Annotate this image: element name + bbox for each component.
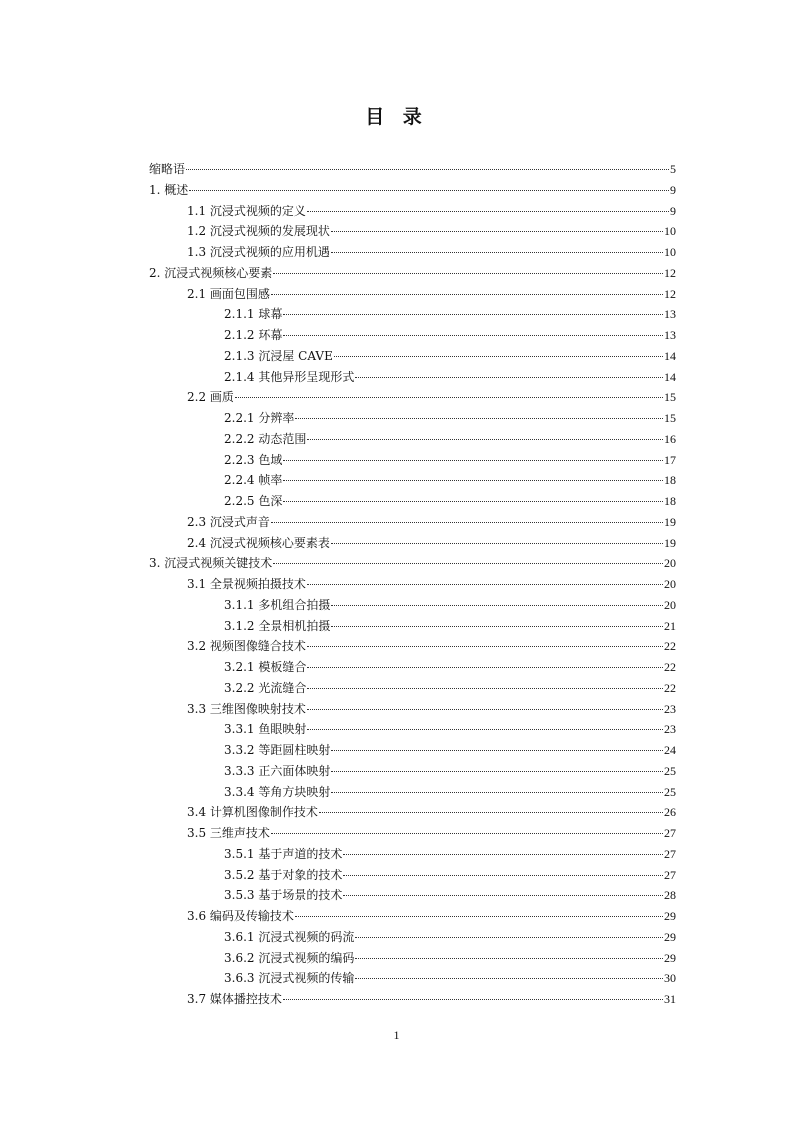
toc-entry-label: 3. 沉浸式视频关键技术	[149, 556, 273, 571]
toc-entry[interactable]	[149, 512, 676, 533]
toc-entry[interactable]	[149, 823, 676, 844]
toc-dot-leader	[355, 978, 663, 979]
toc-entry-label: 2.4 沉浸式视频核心要素表	[187, 535, 330, 550]
toc-entry-page: 20	[664, 577, 676, 591]
page-number: 1	[393, 1028, 400, 1042]
toc-entry-label: 3.4 计算机图像制作技术	[187, 805, 318, 820]
toc-entry-page: 30	[664, 971, 676, 986]
toc-dot-leader	[283, 480, 663, 481]
toc-dot-leader	[271, 833, 663, 834]
toc-entry-label: 1.1 沉浸式视频的定义	[187, 203, 306, 218]
toc-entry[interactable]	[149, 408, 676, 429]
toc-entry[interactable]	[149, 616, 676, 637]
toc-entry-label: 3.3.2 等距圆柱映射	[224, 743, 331, 757]
toc-entry[interactable]	[149, 782, 676, 803]
toc-entry-page: 9	[670, 182, 676, 197]
toc-entry-label: 2. 沉浸式视频核心要素	[149, 265, 273, 280]
toc-dot-leader	[273, 273, 663, 274]
toc-dot-leader	[331, 252, 663, 253]
toc-dot-leader	[307, 439, 663, 440]
toc-entry-label: 1.2 沉浸式视频的发展现状	[187, 224, 330, 239]
toc-dot-leader	[331, 750, 663, 751]
toc-dot-leader	[331, 771, 663, 772]
toc-entry[interactable]	[149, 159, 676, 180]
toc-entry-label: 3.1.2 全景相机拍摄	[224, 618, 331, 633]
toc-entry[interactable]	[149, 346, 676, 367]
toc-entry-label: 3.6.2 沉浸式视频的编码	[224, 950, 355, 965]
toc-entry[interactable]	[149, 221, 676, 242]
toc-dot-leader	[271, 522, 663, 523]
toc-entry-page: 9	[670, 203, 676, 218]
toc-entry-page: 20	[664, 597, 676, 612]
toc-entry[interactable]	[149, 553, 676, 574]
toc-entry-page: 31	[664, 992, 676, 1006]
toc-entry[interactable]	[149, 325, 676, 346]
toc-entry[interactable]	[149, 450, 676, 471]
toc-entry-label: 3.7 媒体播控技术	[187, 992, 282, 1006]
toc-entry[interactable]	[149, 719, 676, 740]
toc-entry-page: 27	[664, 826, 676, 840]
toc-entry-page: 17	[664, 452, 676, 467]
toc-entry-label: 2.1.3 沉浸屋 CAVE	[224, 348, 333, 363]
toc-entry-label: 3.5 三维声技术	[187, 826, 270, 840]
toc-entry-label: 2.2.3 色域	[224, 452, 283, 467]
toc-entry-label: 3.3 三维图像映射技术	[187, 701, 306, 716]
toc-entry[interactable]	[149, 242, 676, 263]
toc-dot-leader	[307, 667, 663, 668]
toc-entry[interactable]	[149, 263, 676, 284]
toc-dot-leader	[307, 584, 663, 585]
toc-dot-leader	[307, 211, 669, 212]
toc-entry-page: 21	[664, 618, 676, 633]
toc-entry[interactable]	[149, 284, 676, 305]
toc-dot-leader	[355, 958, 663, 959]
toc-entry[interactable]	[149, 699, 676, 720]
toc-entry-page: 29	[664, 950, 676, 965]
toc-entry[interactable]	[149, 802, 676, 823]
toc-entry-page: 29	[664, 909, 676, 923]
table-of-contents	[149, 159, 676, 1010]
toc-entry[interactable]	[149, 657, 676, 678]
toc-dot-leader	[189, 190, 669, 191]
page-title: 目 录	[365, 106, 428, 128]
toc-entry[interactable]	[149, 201, 676, 222]
toc-dot-leader	[307, 646, 663, 647]
toc-entry[interactable]	[149, 740, 676, 761]
toc-entry-page: 14	[664, 348, 676, 363]
toc-entry-label: 3.3.1 鱼眼映射	[224, 722, 307, 737]
toc-dot-leader	[355, 937, 663, 938]
toc-entry-page: 14	[664, 369, 676, 384]
toc-entry-page: 23	[664, 722, 676, 737]
toc-entry[interactable]	[149, 180, 676, 201]
toc-entry-page: 20	[664, 556, 676, 571]
toc-entry-page: 10	[664, 245, 676, 259]
toc-dot-leader	[295, 916, 663, 917]
toc-entry-page: 28	[664, 888, 676, 903]
toc-entry[interactable]	[149, 678, 676, 699]
toc-dot-leader	[331, 605, 663, 606]
toc-entry[interactable]	[149, 948, 676, 969]
toc-entry-page: 22	[664, 680, 676, 695]
toc-dot-leader	[283, 999, 663, 1000]
toc-entry-page: 12	[664, 286, 676, 301]
toc-entry-label: 3.6 编码及传输技术	[187, 909, 294, 923]
toc-dot-leader	[307, 729, 663, 730]
toc-entry[interactable]	[149, 367, 676, 388]
toc-entry-page: 16	[664, 431, 676, 446]
toc-dot-leader	[343, 895, 663, 896]
toc-entry[interactable]	[149, 304, 676, 325]
toc-entry-page: 24	[664, 743, 676, 757]
toc-entry-label: 2.2.1 分辨率	[224, 411, 295, 425]
toc-entry-label: 3.1.1 多机组合拍摄	[224, 597, 331, 612]
toc-entry-page: 22	[664, 660, 676, 674]
toc-entry[interactable]	[149, 906, 676, 927]
toc-dot-leader	[355, 377, 663, 378]
toc-entry-page: 19	[664, 514, 676, 529]
toc-entry-label: 3.2.1 模板缝合	[224, 660, 307, 674]
toc-entry-label: 3.6.1 沉浸式视频的码流	[224, 929, 355, 944]
toc-dot-leader	[235, 397, 663, 398]
toc-entry[interactable]	[149, 595, 676, 616]
toc-entry-label: 3.5.2 基于对象的技术	[224, 867, 343, 882]
toc-entry-page: 18	[664, 473, 676, 488]
toc-entry-label: 3.6.3 沉浸式视频的传输	[224, 971, 355, 986]
toc-entry[interactable]	[149, 865, 676, 886]
toc-entry-label: 3.1 全景视频拍摄技术	[187, 577, 306, 591]
toc-entry[interactable]	[149, 533, 676, 554]
toc-dot-leader	[319, 812, 663, 813]
toc-entry-page: 12	[664, 265, 676, 280]
toc-entry-label: 2.2 画质	[187, 390, 234, 405]
toc-entry-page: 26	[664, 805, 676, 820]
toc-entry[interactable]	[149, 761, 676, 782]
toc-dot-leader	[331, 626, 663, 627]
toc-entry[interactable]	[149, 636, 676, 657]
toc-dot-leader	[343, 854, 663, 855]
toc-entry[interactable]	[149, 574, 676, 595]
toc-entry-label: 3.3.3 正六面体映射	[224, 763, 331, 778]
toc-entry-page: 25	[664, 784, 676, 799]
toc-entry-page: 27	[664, 846, 676, 861]
toc-entry[interactable]	[149, 387, 676, 408]
toc-entry-label: 2.1.1 球幕	[224, 307, 283, 322]
toc-entry-label: 3.2 视频图像缝合技术	[187, 639, 306, 654]
toc-dot-leader	[283, 314, 663, 315]
toc-entry-label: 2.2.5 色深	[224, 494, 283, 508]
toc-entry[interactable]	[149, 885, 676, 906]
toc-dot-leader	[343, 875, 663, 876]
toc-entry-page: 22	[664, 639, 676, 654]
toc-entry-label: 2.2.2 动态范围	[224, 431, 307, 446]
toc-dot-leader	[283, 460, 663, 461]
toc-dot-leader	[283, 501, 663, 502]
toc-entry-label: 3.5.3 基于场景的技术	[224, 888, 343, 903]
toc-dot-leader	[283, 335, 663, 336]
toc-entry[interactable]	[149, 989, 676, 1010]
toc-entry[interactable]	[149, 968, 676, 989]
toc-entry-page: 10	[664, 224, 676, 239]
toc-entry-page: 27	[664, 867, 676, 882]
toc-entry-page: 18	[664, 494, 676, 508]
toc-entry-label: 1.3 沉浸式视频的应用机遇	[187, 245, 330, 259]
toc-entry-label: 1. 概述	[149, 182, 189, 197]
toc-entry-label: 2.3 沉浸式声音	[187, 514, 270, 529]
toc-dot-leader	[273, 563, 663, 564]
toc-dot-leader	[271, 294, 663, 295]
toc-entry-page: 13	[664, 328, 676, 342]
toc-entry-label: 缩略语	[149, 162, 186, 176]
toc-entry-page: 5	[670, 162, 676, 176]
toc-entry[interactable]	[149, 470, 676, 491]
toc-entry-page: 25	[664, 763, 676, 778]
toc-entry-page: 15	[664, 411, 676, 425]
toc-entry-page: 13	[664, 307, 676, 322]
toc-dot-leader	[331, 543, 663, 544]
toc-entry[interactable]	[149, 844, 676, 865]
toc-entry-page: 19	[664, 535, 676, 550]
toc-dot-leader	[295, 418, 663, 419]
toc-dot-leader	[307, 688, 663, 689]
toc-dot-leader	[334, 356, 663, 357]
toc-dot-leader	[331, 231, 663, 232]
toc-entry[interactable]	[149, 491, 676, 512]
toc-entry-label: 2.1 画面包围感	[187, 286, 270, 301]
toc-entry-page: 23	[664, 701, 676, 716]
toc-entry-label: 3.5.1 基于声道的技术	[224, 846, 343, 861]
toc-entry-label: 2.2.4 帧率	[224, 473, 283, 488]
toc-entry[interactable]	[149, 927, 676, 948]
toc-entry-label: 3.2.2 光流缝合	[224, 680, 307, 695]
toc-entry-label: 2.1.2 环幕	[224, 328, 283, 342]
toc-entry-label: 2.1.4 其他异形呈现形式	[224, 369, 355, 384]
toc-entry-label: 3.3.4 等角方块映射	[224, 784, 331, 799]
toc-entry-page: 29	[664, 929, 676, 944]
toc-entry[interactable]	[149, 429, 676, 450]
toc-dot-leader	[186, 169, 669, 170]
toc-dot-leader	[331, 792, 663, 793]
toc-dot-leader	[307, 709, 663, 710]
toc-entry-page: 15	[664, 390, 676, 405]
